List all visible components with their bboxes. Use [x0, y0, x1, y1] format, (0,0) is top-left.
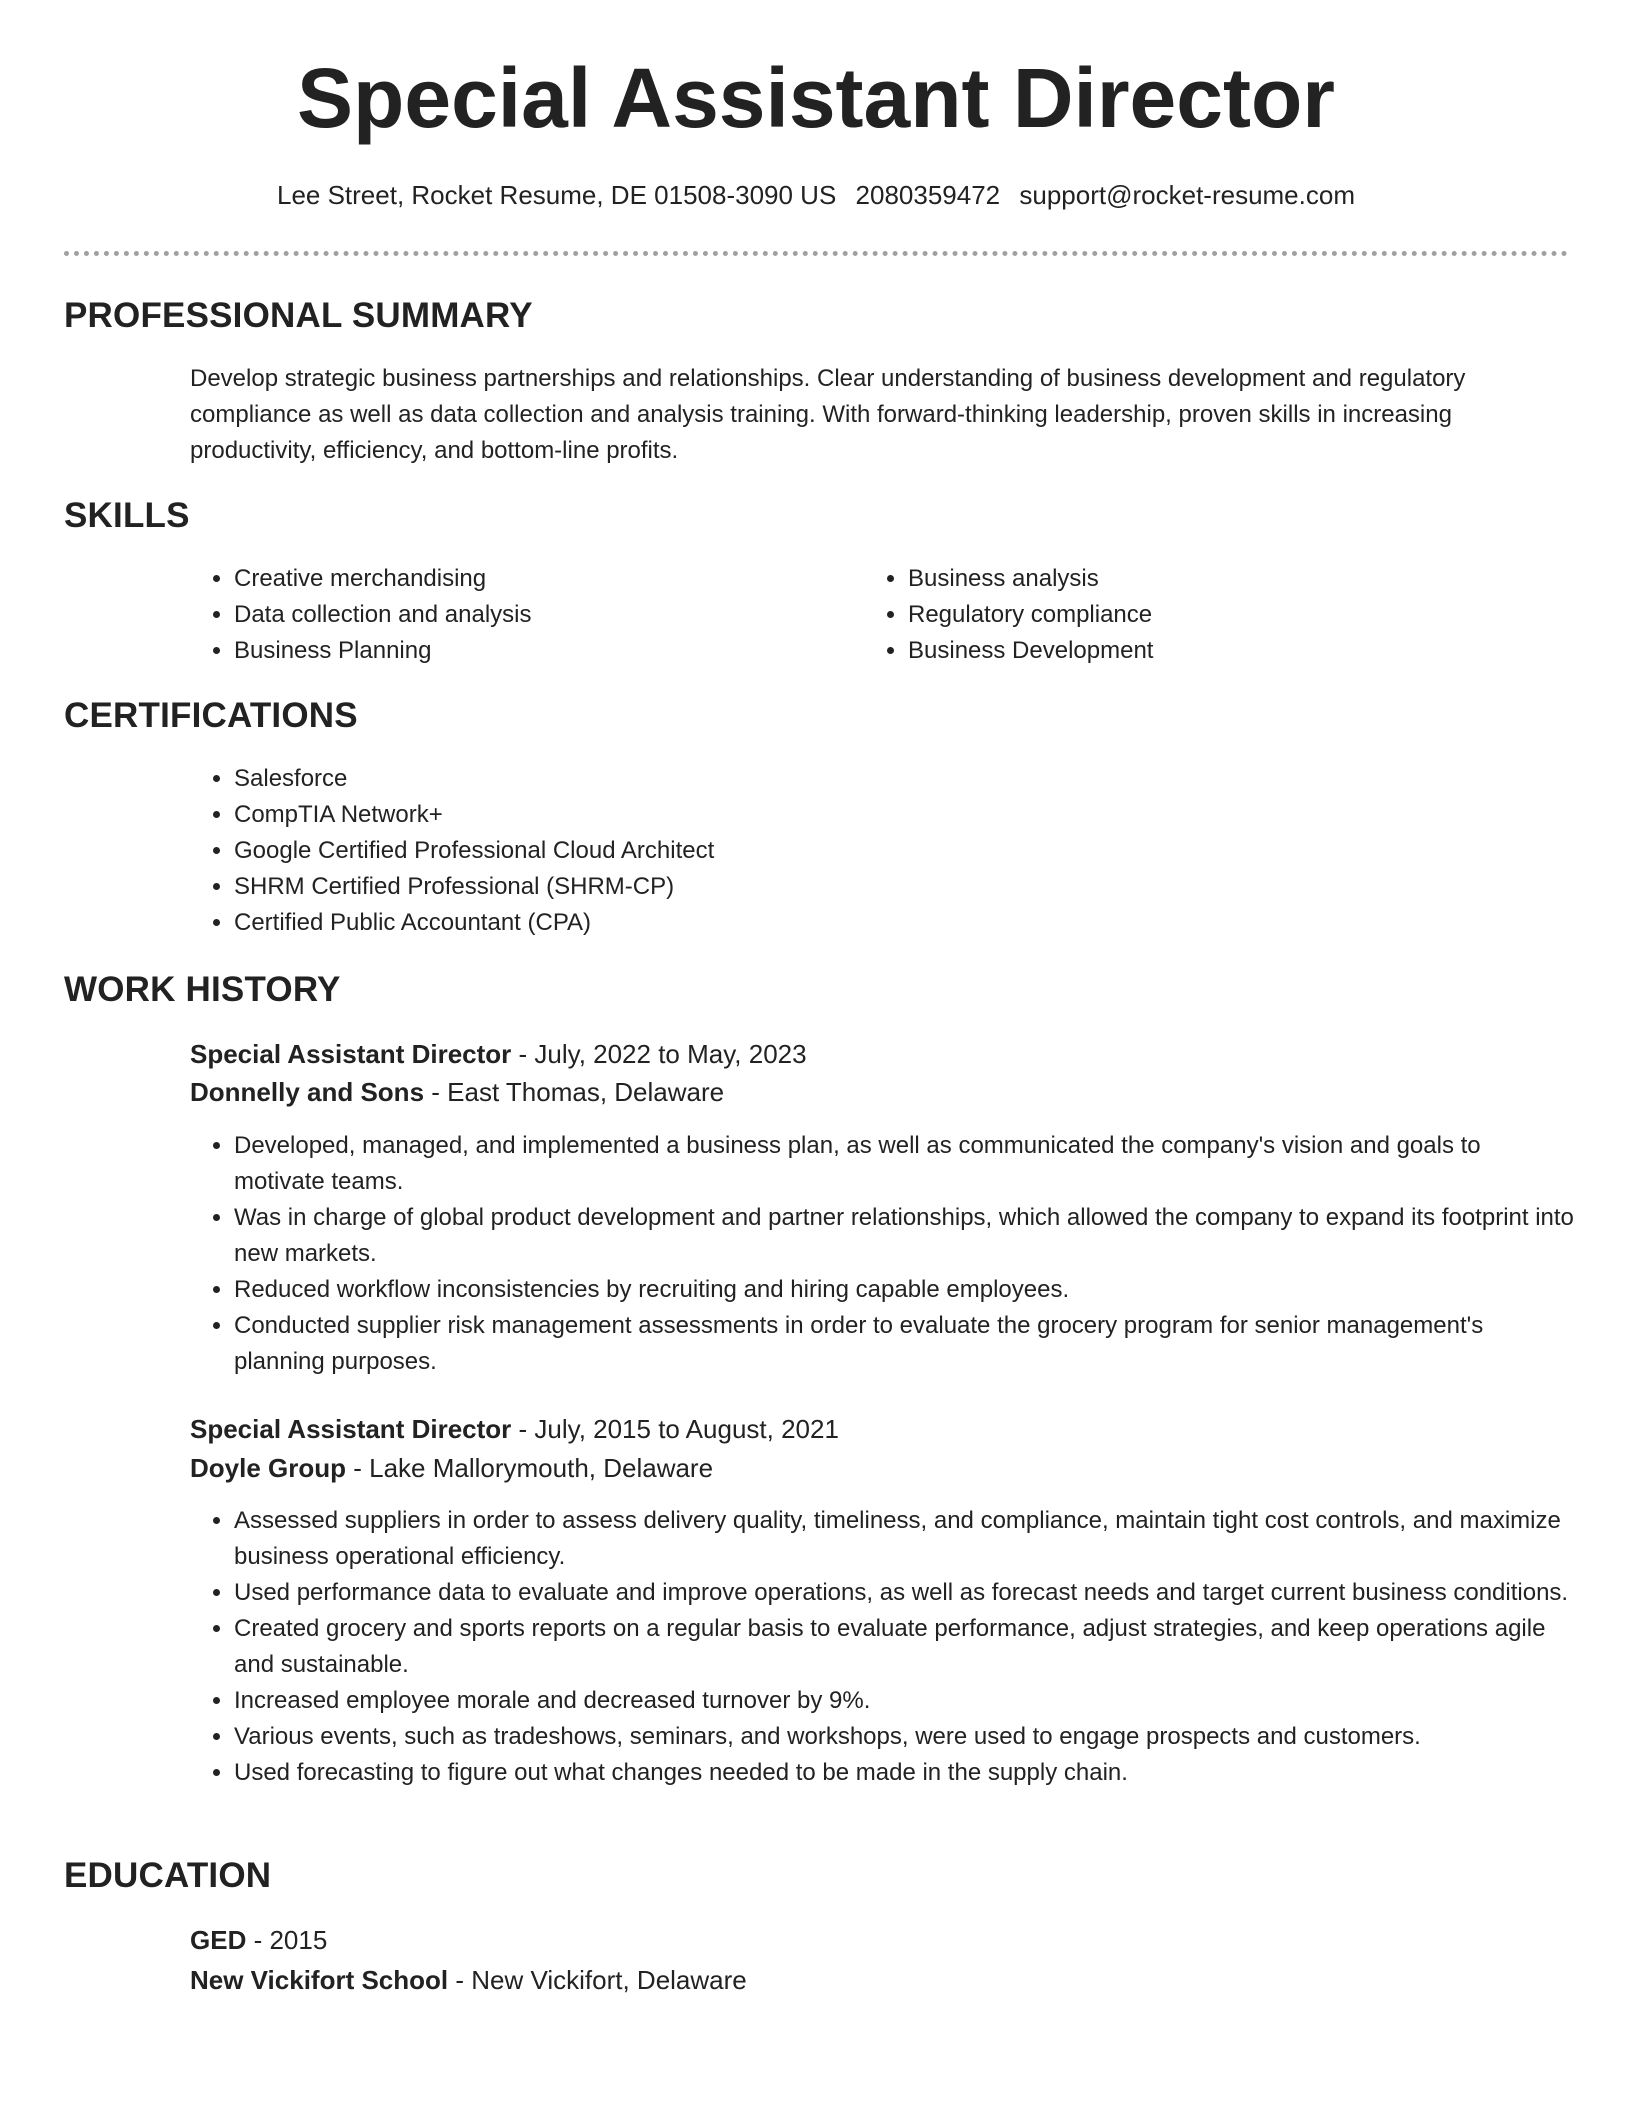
skills-heading: SKILLS	[64, 496, 190, 535]
job-1-role: Special Assistant Director	[190, 1039, 512, 1069]
contact-address: Lee Street, Rocket Resume, DE 01508-3090 US	[276, 180, 837, 210]
skill-item: • Creative merchandising	[234, 561, 834, 597]
education-school-line	[190, 1962, 747, 1998]
resume-name: Special Assistant Director	[297, 51, 1335, 145]
contact-phone: 2080359472	[855, 180, 1001, 210]
skill-item: • Regulatory compliance	[908, 597, 1508, 633]
skill-item: • Business Development	[908, 633, 1508, 669]
certification-item: • Google Certified Professional Cloud Architect	[234, 833, 1534, 869]
job-2-bullets	[190, 1503, 1574, 1791]
education-degree: GED	[190, 1925, 247, 1955]
skill-item: • Business Planning	[234, 633, 834, 669]
job-2-role: Special Assistant Director	[190, 1414, 512, 1444]
job-2-dates: - July, 2015 to August, 2021	[511, 1414, 839, 1444]
education-degree-line	[190, 1922, 327, 1958]
contact-email: support@rocket-resume.com	[1019, 180, 1355, 210]
certification-item: • SHRM Certified Professional (SHRM-CP)	[234, 869, 1534, 905]
job-1-company-line	[190, 1074, 724, 1110]
job-1-title-line	[190, 1036, 807, 1072]
job-1-location: - East Thomas, Delaware	[424, 1077, 725, 1107]
skill-item: • Business analysis	[908, 561, 1508, 597]
certification-item: • Salesforce	[234, 761, 1534, 797]
job-bullet: • Was in charge of global product development and partner relationships, which allowed the company to expand its footprint into new markets.	[234, 1200, 1574, 1272]
job-bullet: • Conducted supplier risk management assessments in order to evaluate the grocery program for senior management's planning purposes.	[234, 1308, 1574, 1380]
job-2-company-line	[190, 1450, 713, 1486]
job-bullet: • Reduced workflow inconsistencies by recruiting and hiring capable employees.	[234, 1272, 1574, 1308]
job-1-bullets	[190, 1128, 1574, 1380]
work-history-heading: WORK HISTORY	[64, 970, 341, 1009]
certifications-list	[190, 761, 1534, 941]
certification-item: • CompTIA Network+	[234, 797, 1534, 833]
skill-item: • Data collection and analysis	[234, 597, 834, 633]
header-divider	[64, 251, 1568, 256]
education-heading: EDUCATION	[64, 1856, 272, 1895]
summary-heading: PROFESSIONAL SUMMARY	[64, 296, 533, 335]
education-school: New Vickifort School	[190, 1965, 449, 1995]
job-2-company: Doyle Group	[190, 1453, 347, 1483]
certifications-heading: CERTIFICATIONS	[64, 696, 358, 735]
job-bullet: • Created grocery and sports reports on a regular basis to evaluate performance, adjust strategies, and keep operations agile and sustainable.	[234, 1611, 1574, 1683]
job-2-title-line	[190, 1411, 839, 1447]
job-bullet: • Increased employee morale and decreased turnover by 9%.	[234, 1683, 1574, 1719]
job-bullet: • Developed, managed, and implemented a business plan, as well as communicated the company's vision and goals to motivate teams.	[234, 1128, 1574, 1200]
job-bullet: • Used forecasting to figure out what changes needed to be made in the supply chain.	[234, 1755, 1574, 1791]
job-bullet: • Assessed suppliers in order to assess delivery quality, timeliness, and compliance, maintain tight cost controls, and maximize business operational efficiency.	[234, 1503, 1574, 1575]
contact-line	[0, 180, 1632, 211]
job-1-company: Donnelly and Sons	[190, 1077, 425, 1107]
job-1-dates: - July, 2022 to May, 2023	[511, 1039, 807, 1069]
education-year: - 2015	[246, 1925, 328, 1955]
education-location: - New Vickifort, Delaware	[448, 1965, 747, 1995]
job-bullet: • Various events, such as tradeshows, seminars, and workshops, were used to engage prospects and customers.	[234, 1719, 1574, 1755]
skills-list-right	[864, 561, 1508, 669]
summary-text: Develop strategic business partnerships and relationships. Clear understanding of business development and regulatory compliance as well as data collection and analysis training. With forward-thinking leadership, proven skills in increasing productivity, efficiency, and bottom-line profits.	[190, 365, 1466, 464]
job-2-location: - Lake Mallorymouth, Delaware	[346, 1453, 714, 1483]
skills-list-left	[190, 561, 834, 669]
certification-item: • Certified Public Accountant (CPA)	[234, 905, 1534, 941]
job-bullet: • Used performance data to evaluate and improve operations, as well as forecast needs and target current business conditions.	[234, 1575, 1574, 1611]
